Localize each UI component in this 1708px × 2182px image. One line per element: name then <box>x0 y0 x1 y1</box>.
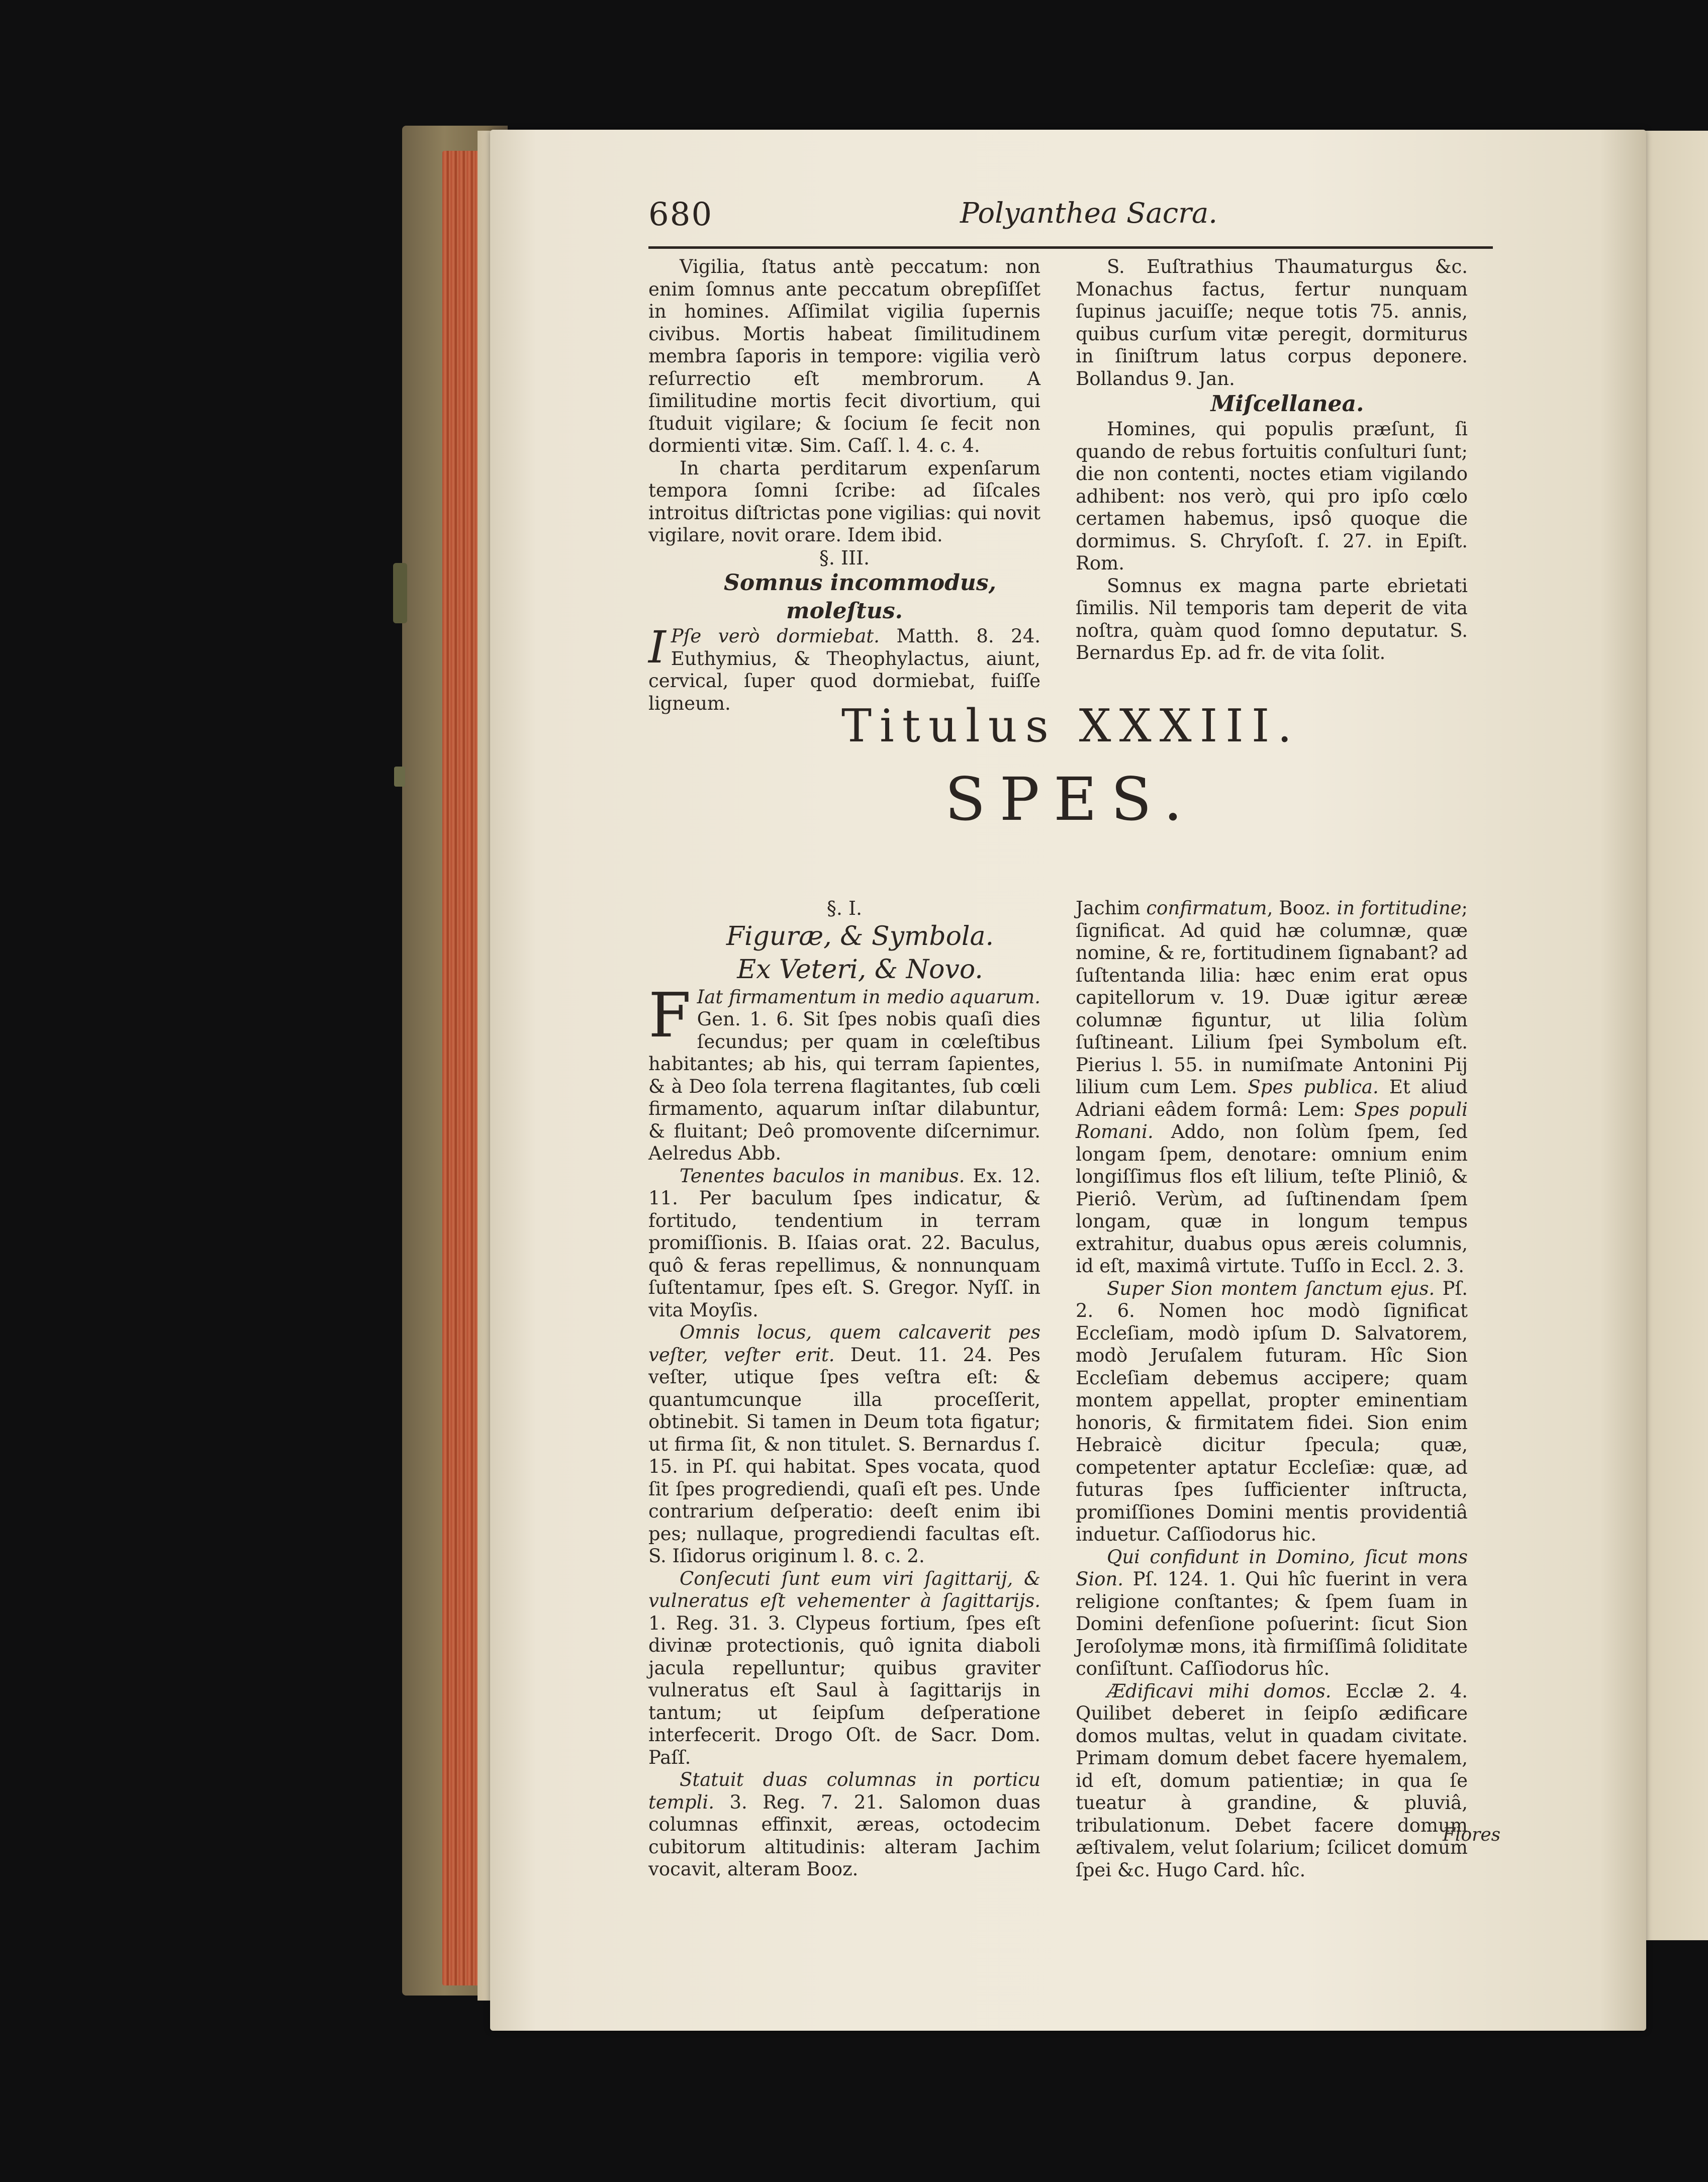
section-heading: Figuræ, & Symbola. <box>726 921 994 952</box>
paragraph <box>648 1568 1040 1769</box>
paragraph-text: Et aliud Adriani eâdem formâ: Lem: <box>1076 1076 1468 1120</box>
paragraph <box>648 1769 1040 1881</box>
paragraph-text: Ecclæ 2. 4. Quilibet deberet in ſeipſo ædificare domos multas, velut in quadam civitate. Primam domum debet facere hyemalem, id eſt, domum patientiæ; in qua ſe tueatur à grandine, & pluviâ, tribulationum. Debet facere domum æſtivalem, velut ſolarium; ſcilicet domum ſpei &c. Hugo Card. hîc. <box>1076 1680 1468 1881</box>
quote-italic: Spes publica. <box>1248 1076 1379 1098</box>
chapter-name: SPES. <box>944 765 1197 834</box>
paragraph <box>1076 1278 1468 1546</box>
paragraph-text: Addo, non ſolùm ſpem, ſed longam ſpem, denotare: omnium enim longiſſimus flos eſt lilium, teſte Pliniô, & Pieriô. Verùm, ad ſuſtinendam ſpem longam, quæ in longum tempus extrahitur, duabus opus æreis columnis, id eſt, maximâ virtute. Tuſſo in Eccl. 2. 3. <box>1076 1121 1468 1277</box>
section-heading: Somnus incommodus, moleſtus. <box>724 570 996 624</box>
paragraph-text: Jachim <box>1076 897 1147 919</box>
drop-capital: I <box>648 621 666 673</box>
paragraph-text: Deut. 11. 24. Pes veſter, utique ſpes veſtra eſt: & quantumcunque illa proceſſerit, obtinebit. Si tamen in Deum tota figatur; ut firma ſit, & non titulet. S. Bernardus ſ. 15. in Pſ. qui habitat. Spes vocata, quod ſit ſpes progrediendi, quaſi eſt pes. Unde contrarium deſperatio: deeſt enim ibi pes; nullaque, progrediendi facultas eſt. S. Iſidorus originum l. 8. c. 2. <box>648 1344 1040 1567</box>
book-clasp-small <box>394 767 405 787</box>
paragraph-text: 1. Reg. 31. 3. Clypeus fortium, ſpes eſt divinæ protectionis, quô ignita diaboli jacula repelluntur; quibus graviter vulneratus eſt Saul à ſagittarijs in tantum; ut ſeipſum deſperatione interfecerit. Drogo Oſt. de Sacr. Dom. Paſſ. <box>648 1612 1040 1768</box>
quote-italic: Conſecuti ſunt eum viri ſagittarij, & vulneratus eſt vehementer à ſagittarijs. <box>648 1567 1040 1611</box>
section-mark: §. I. <box>826 897 863 919</box>
paragraph: Somnus ex magna parte ebrietati ſimilis. Nil temporis tam deperit de vita noſtra, quàm quod ſomno deputatur. S. Bernardus Ep. ad fr. de vita ſolit. <box>1076 575 1468 663</box>
quote-italic: Spes populi Romani. <box>1076 1098 1468 1143</box>
paragraph <box>648 1165 1040 1322</box>
paragraph-text: Pſ. 124. 1. Qui hîc fuerint in vera religione conſtantes; & ſpem ſuam in Domini defenſione poſuerint: ſicut Sion Jeroſolymæ mons, ità firmiſſimâ ſoliditate conſiſtunt. Caſſiodorus hîc. <box>1076 1568 1468 1679</box>
paragraph: Homines, qui populis præſunt, ſi quando de rebus fortuitis conſulturi ſunt; die non contenti, noctes etiam vigilando adhibent: nos verò, qui pro ipſo cœlo certamen habemus, ipsô quoque die dormimus. S. Chryſoſt. ſ. 27. in Epiſt. Rom. <box>1076 418 1468 574</box>
section-subheading: Ex Veteri, & Novo. <box>737 954 983 985</box>
paragraph <box>1076 1680 1468 1882</box>
section-mark: §. III. <box>819 546 870 569</box>
paragraph-text: ; ſignificat. Ad quid hæ columnæ, quæ nomine, & re, fortitudinem ſignabant? ad ſuſtentanda lilia: hæc enim erat opus capitellorum v. 19. Duæ igitur æreæ columnæ figuntur, ut lilia ſolùm ſuſtineant. Lilium ſpei Symbolum eſt. Pierius l. 55. in numiſmate Antonini Pij lilium cum Lem. <box>1076 897 1468 1098</box>
quote-italic: Qui confidunt in Domino, ſicut mons Sion. <box>1076 1546 1468 1590</box>
paragraph <box>648 979 1040 1165</box>
quote-italic: Statuit duas columnas in porticu templi. <box>648 1769 1040 1813</box>
paragraph <box>1076 897 1468 1278</box>
upper-left-column <box>648 256 1040 715</box>
drop-capital: F <box>648 979 691 1051</box>
paragraph-text: 3. Reg. 7. 21. Salomon duas columnas effinxit, æreas, octodecim cubitorum altitudinis: alteram Jachim vocavit, alteram Booz. <box>648 1791 1040 1880</box>
paragraph-text: Ex. 12. 11. Per baculum ſpes indicatur, & fortitudo, tendentium in terram promiſſionis. B. Iſaias orat. 22. Baculus, quô & feras repellimus, & nonnunquam ſuſtentamur, ſpes eſt. S. Gregor. Nyſſ. in vita Moyſis. <box>648 1165 1040 1321</box>
section-heading: Miſcellanea. <box>1210 391 1364 417</box>
quote-italic: Iat firmamentum in medio aquarum. <box>697 986 1040 1008</box>
quote-italic: Super Sion montem ſanctum ejus. <box>1107 1277 1435 1299</box>
page-header <box>648 191 1493 249</box>
quote-italic: in fortitudine <box>1337 897 1462 919</box>
running-title: Polyanthea Sacra. <box>960 197 1218 230</box>
paragraph-text: Gen. 1. 6. Sit ſpes nobis quaſi dies ſecundus; per quam in cœleſtibus habitantes; ab his, qui terram ſapientes, & à Deo ſola terrena flagitantes, ſub cœli firmamento, aquarum inſtar dilabuntur, & fluitant; Deô promovente diſcernimur. Aelredus Abb. <box>648 1008 1040 1164</box>
paragraph-text: Pſ. 2. 6. Nomen hoc modò ſignificat Eccleſiam, modò ipſum D. Salvatorem, modò Jeruſalem futuram. Hîc Sion Eccleſiam debemus accipere; quam montem appellat, propter eminentiam honoris, & firmitatem fidei. Sion enim Hebraicè dicitur ſpecula; quæ, competenter aptatur Eccleſiæ: quæ, ad futuras ſpes ſufficienter inſtructa, promiſſiones Domini mentis providentiâ induetur. Caſſiodorus hic. <box>1076 1277 1468 1545</box>
page-content <box>648 191 1501 1881</box>
paragraph-text: Matth. 8. 24. Euthymius, & Theophylactus, aiunt, cervical, ſuper quod dormiebat, fuiſſe ligneum. <box>648 625 1041 714</box>
quote-italic: Pſe verò dormiebat. <box>671 625 880 647</box>
quote-italic: Omnis locus, quem calcaverit pes veſter, veſter erit. <box>648 1321 1040 1366</box>
chapter-title <box>648 699 1493 834</box>
catchword: Flores <box>1443 1825 1501 1845</box>
lower-left-column <box>648 897 1040 1881</box>
paragraph: Vigilia, ſtatus antè peccatum: non enim ſomnus ante peccatum obrepſiſſet in homines. Aſſimilat vigilia ſupernis civibus. Mortis habeat ſimilitudinem membra ſaporis in tempore: vigilia verò reſurrectio eſt membrorum. A ſimilitudine mortis fecit divortium, qui ſtuduit vigilare; & ſocium ſe fecit non dormienti vitæ. Sim. Caſſ. l. 4. c. 4. <box>648 256 1040 456</box>
page-number: 680 <box>648 196 713 233</box>
quote-italic: Ædificavi mihi domos. <box>1107 1680 1332 1702</box>
paragraph: S. Euſtrathius Thaumaturgus &c. Monachus factus, fertur nunquam ſupinus jacuiſſe; neque totis 75. annis, quibus curſum vitæ peregit, dormiturus in ſiniſtrum latus corpus deponere. Bollandus 9. Jan. <box>1076 256 1468 390</box>
book-clasp <box>393 563 407 623</box>
paragraph-text: , Booz. <box>1267 897 1337 919</box>
paragraph <box>1076 1546 1468 1680</box>
lower-right-column <box>1076 897 1468 1881</box>
quote-italic: confirmatum <box>1146 897 1267 919</box>
titulus-heading: Titulus XXXIII. <box>841 700 1300 752</box>
quote-italic: Tenentes baculos in manibus. <box>680 1165 965 1187</box>
paragraph: In charta perditarum expenſarum temporа ſomni ſcribe: ad ſiſcales introitus diſtrictas pone vigilias: qui novit vigilare, novit orare. Idem ibid. <box>648 457 1040 546</box>
paragraph <box>648 1321 1040 1568</box>
upper-right-column <box>1076 256 1468 665</box>
